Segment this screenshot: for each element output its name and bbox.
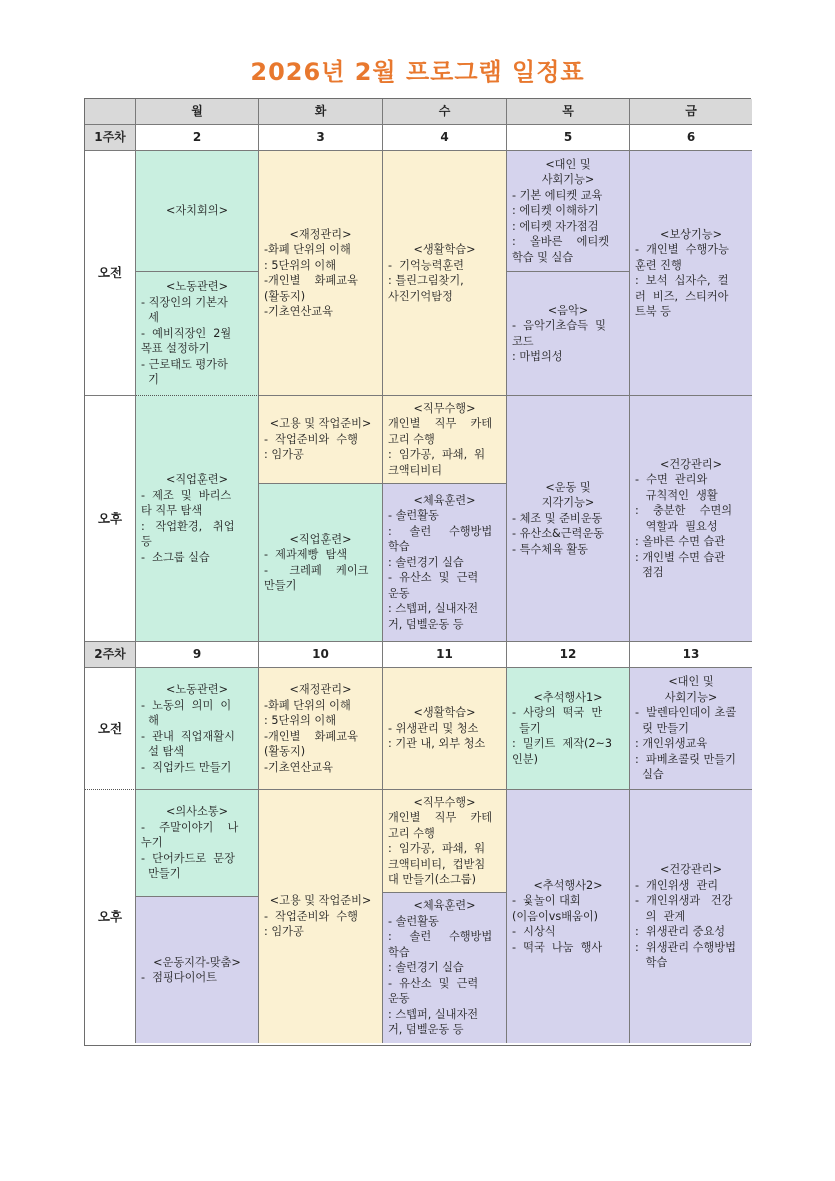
- am-label: 오전: [85, 151, 136, 396]
- program-cell: [507, 790, 630, 1043]
- program-line: 목표 설정하기: [141, 342, 210, 356]
- split-cell: [383, 396, 507, 642]
- program-line: - 작업준비와 수행: [264, 432, 358, 446]
- program-line: (활동지): [264, 289, 306, 303]
- program-line: 사회기능>: [541, 173, 595, 187]
- program-line: 만들기: [141, 867, 181, 881]
- program-line: - 유산소 및 근력: [388, 976, 479, 990]
- date-cell: 12: [507, 642, 630, 668]
- program-cell: [136, 396, 259, 642]
- program-line: - 점핑다이어트: [141, 971, 217, 984]
- program-line: - 시상식: [512, 925, 556, 939]
- program-line: (활동지): [264, 745, 306, 758]
- program-title: <대인 및: [668, 675, 714, 689]
- program-line: - 체조 및 준비운동: [512, 511, 603, 525]
- program-line: - 솔런활동: [388, 914, 439, 928]
- program-title: <생활학습>: [413, 243, 476, 256]
- program-line: 실습: [635, 768, 664, 782]
- program-cell: [259, 790, 383, 1043]
- program-title: <노동관련>: [166, 683, 228, 696]
- program-cell: [507, 272, 630, 396]
- program-line: 운동: [388, 992, 410, 1006]
- program-line: : 솔런 수행방법: [388, 524, 493, 538]
- program-line: : 밀키트 제작(2~3: [512, 737, 613, 751]
- program-line: : 올바른 수면 습관: [635, 535, 726, 548]
- program-title: <의사소통>: [166, 805, 228, 819]
- program-line: 개인별 직무 카테: [388, 417, 493, 431]
- program-title: <추석행사1>: [533, 690, 603, 704]
- program-line: : 솔런경기 실습: [388, 555, 464, 569]
- program-line: - 기억능력훈련: [388, 258, 464, 272]
- program-line: - 발렌타인데이 초콜: [635, 706, 737, 720]
- program-line: 규칙적인 생활: [635, 488, 718, 502]
- corner-header: [85, 99, 136, 125]
- program-line: - 직장인의 기본자: [141, 295, 228, 309]
- program-title: <직업훈련>: [289, 532, 352, 546]
- program-line: 크액티비티: [388, 463, 443, 477]
- program-cell: [383, 151, 507, 396]
- am-label: 오전: [85, 668, 136, 790]
- week-label: 1주차: [85, 125, 136, 151]
- program-line: 학습: [388, 540, 410, 554]
- program-line: : 작업환경, 취업: [141, 519, 235, 533]
- program-line: 운동: [388, 586, 410, 600]
- date-cell: 2: [136, 125, 259, 151]
- program-cell: [136, 272, 259, 396]
- program-cell: [136, 151, 259, 272]
- program-line: : 임가공, 파쇄, 워: [388, 842, 486, 855]
- date-cell: 3: [259, 125, 383, 151]
- program-line: : 마법의성: [512, 350, 563, 363]
- program-line: 설 탐색: [141, 745, 185, 758]
- program-line: 사진기억탐정: [388, 289, 453, 303]
- program-title: <건강관리>: [660, 457, 722, 471]
- program-cell: [507, 668, 630, 790]
- program-cell: [383, 484, 506, 641]
- program-line: 고리 수행: [388, 432, 435, 446]
- program-title: <추석행사2>: [533, 878, 603, 892]
- program-line: 대 만들기(소그룹): [388, 873, 476, 886]
- split-cell: [136, 790, 259, 1043]
- program-line: -화폐 단위의 이해: [264, 243, 351, 256]
- program-title: <고용 및 작업준비>: [269, 417, 372, 431]
- program-line: -화폐 단위의 이해: [264, 698, 351, 712]
- program-line: - 윷놀이 대회: [512, 894, 581, 908]
- program-line: : 틀린그림찾기,: [388, 274, 464, 287]
- program-line: 러 비즈, 스티커아: [635, 289, 729, 303]
- program-line: 해: [141, 714, 159, 727]
- date-cell: 4: [383, 125, 507, 151]
- program-line: 훈련 진행: [635, 258, 682, 272]
- program-cell: [136, 790, 258, 897]
- date-cell: 6: [630, 125, 752, 151]
- program-title: <체육훈련>: [413, 899, 476, 913]
- program-line: : 기관 내, 외부 청소: [388, 737, 486, 751]
- program-title: <노동관련>: [166, 280, 228, 294]
- program-cell: [383, 668, 507, 790]
- program-line: 개인별 직무 카테: [388, 811, 493, 824]
- program-line: - 사랑의 떡국 만: [512, 706, 603, 720]
- program-cell: [259, 396, 382, 484]
- program-line: : 스텝퍼, 실내자전: [388, 1007, 479, 1021]
- program-title: <체육훈련>: [413, 493, 476, 507]
- program-line: 등: [141, 535, 152, 548]
- program-line: - 직업카드 만들기: [141, 760, 232, 774]
- program-line: : 5단위의 이해: [264, 714, 337, 727]
- program-line: 학습: [388, 945, 410, 959]
- program-title: <보상기능>: [660, 227, 722, 241]
- program-line: 기: [141, 373, 159, 387]
- program-line: 거, 덤벨운동 등: [388, 617, 464, 631]
- program-line: 크액티비티, 컵받침: [388, 857, 486, 871]
- program-line: - 주말이야기 나: [141, 820, 239, 834]
- program-line: 누기: [141, 836, 163, 850]
- program-cell: [630, 151, 752, 396]
- program-cell: [507, 396, 630, 642]
- program-line: - 개인위생과 건강: [635, 894, 733, 908]
- program-line: 학습 및 실습: [512, 250, 574, 264]
- program-cell: [630, 668, 752, 790]
- program-line: 인분): [512, 752, 538, 766]
- date-cell: 11: [383, 642, 507, 668]
- program-line: - 솔런활동: [388, 509, 439, 523]
- program-line: - 작업준비와 수행: [264, 909, 358, 923]
- program-line: : 파베초콜릿 만들기: [635, 752, 736, 766]
- program-line: : 위생관리 수행방법: [635, 940, 736, 954]
- date-cell: 10: [259, 642, 383, 668]
- program-line: : 스텝퍼, 실내자전: [388, 602, 479, 616]
- program-cell: [630, 790, 752, 1043]
- day-header-tue: 화: [259, 99, 383, 125]
- program-line: 거, 덤벨운동 등: [388, 1023, 464, 1037]
- program-line: 릿 만들기: [635, 721, 689, 735]
- program-line: - 개인위생 관리: [635, 878, 719, 892]
- program-line: - 개인별 수행가능: [635, 243, 729, 256]
- program-line: - 특수체육 활동: [512, 542, 588, 556]
- program-title: <직업훈련>: [166, 473, 228, 486]
- program-line: 지각기능>: [541, 496, 595, 510]
- program-line: 학습: [635, 956, 668, 970]
- program-cell: [136, 668, 259, 790]
- program-line: - 음악기초습득 및: [512, 319, 606, 332]
- program-line: : 충분한 수면의: [635, 504, 733, 517]
- program-line: - 제조 및 바리스: [141, 488, 232, 502]
- program-line: (이음이vs배움이): [512, 909, 599, 923]
- program-line: - 제과제빵 탐색: [264, 548, 348, 561]
- split-cell: [259, 396, 383, 642]
- program-line: 들기: [512, 721, 541, 735]
- program-line: - 수면 관리와: [635, 473, 708, 486]
- program-line: 만들기: [264, 579, 297, 592]
- day-header-thu: 목: [507, 99, 630, 125]
- program-line: - 단어카드로 문장: [141, 851, 235, 865]
- program-line: - 노동의 의미 이: [141, 698, 232, 712]
- date-cell: 5: [507, 125, 630, 151]
- program-cell: [383, 790, 506, 893]
- program-line: : 임가공, 파쇄, 워: [388, 448, 486, 462]
- program-title: <음악>: [547, 303, 589, 317]
- program-line: 코드: [512, 334, 534, 348]
- date-cell: 9: [136, 642, 259, 668]
- program-line: : 임가공: [264, 448, 304, 462]
- program-cell: [383, 893, 506, 1043]
- program-line: - 위생관리 및 청소: [388, 721, 479, 735]
- week-label: 2주차: [85, 642, 136, 668]
- program-cell: [630, 396, 752, 642]
- program-line: : 위생관리 중요성: [635, 925, 726, 939]
- pm-label: 오후: [85, 790, 136, 1043]
- program-title: <고용 및 작업준비>: [269, 894, 372, 908]
- program-line: -개인별 화폐교육: [264, 274, 358, 287]
- program-cell: [507, 151, 630, 272]
- program-line: : 보석 십자수, 컬: [635, 274, 729, 287]
- program-line: - 근로태도 평가하: [141, 357, 228, 371]
- page-title: 2026년 2월 프로그램 일정표: [250, 58, 585, 86]
- program-line: : 개인위생교육: [635, 737, 708, 751]
- program-cell: [136, 897, 258, 1043]
- program-title: <대인 및: [545, 157, 591, 171]
- program-line: : 에티켓 자가점검: [512, 219, 599, 233]
- program-line: 점검: [635, 566, 664, 579]
- schedule-table: [84, 98, 751, 1046]
- program-line: -기초연산교육: [264, 305, 333, 318]
- program-line: - 유산소 및 근력: [388, 571, 479, 585]
- program-cell: [259, 484, 382, 641]
- program-line: : 임가공: [264, 925, 304, 939]
- program-line: : 5단위의 이해: [264, 258, 337, 272]
- day-header-mon: 월: [136, 99, 259, 125]
- program-cell: [259, 668, 383, 790]
- program-line: -기초연산교육: [264, 760, 333, 774]
- day-header-wed: 수: [383, 99, 507, 125]
- program-line: : 올바른 에티켓: [512, 235, 610, 249]
- program-line: : 솔런 수행방법: [388, 930, 493, 944]
- program-line: - 예비직장인 2월: [141, 326, 232, 340]
- program-title: <건강관리>: [660, 863, 722, 877]
- program-line: 트북 등: [635, 305, 671, 318]
- program-title: <자치회의>: [166, 204, 228, 218]
- day-header-fri: 금: [630, 99, 752, 125]
- program-line: : 개인별 수면 습관: [635, 550, 726, 564]
- program-line: 역할과 필요성: [635, 519, 718, 533]
- program-line: 타 직무 탐색: [141, 504, 203, 517]
- program-cell: [383, 396, 506, 484]
- program-line: 고리 수행: [388, 826, 435, 840]
- program-line: 의 관계: [635, 909, 686, 923]
- program-line: - 기본 에티켓 교육: [512, 188, 603, 202]
- program-cell: [259, 151, 383, 396]
- program-title: <운동 및: [545, 480, 591, 494]
- program-title: <재정관리>: [289, 683, 352, 696]
- program-line: - 관내 직업재활시: [141, 729, 235, 743]
- program-line: 사회기능>: [664, 690, 718, 704]
- program-title: <생활학습>: [413, 706, 476, 720]
- pm-label: 오후: [85, 396, 136, 642]
- program-line: - 유산소&근력운동: [512, 527, 604, 541]
- program-line: -개인별 화폐교육: [264, 729, 358, 743]
- program-line: - 소그룹 실습: [141, 550, 210, 564]
- program-title: <재정관리>: [289, 227, 352, 241]
- program-title: <직무수행>: [413, 795, 476, 809]
- split-cell: [383, 790, 507, 1043]
- program-title: <직무수행>: [413, 401, 476, 415]
- program-title: <운동지각-맞춤>: [153, 955, 241, 969]
- date-cell: 13: [630, 642, 752, 668]
- program-line: - 떡국 나눔 행사: [512, 940, 603, 954]
- program-line: : 솔런경기 실습: [388, 961, 464, 975]
- program-line: : 에티켓 이해하기: [512, 204, 599, 218]
- program-line: - 크레페 케이크: [264, 563, 369, 577]
- program-line: 세: [141, 311, 159, 325]
